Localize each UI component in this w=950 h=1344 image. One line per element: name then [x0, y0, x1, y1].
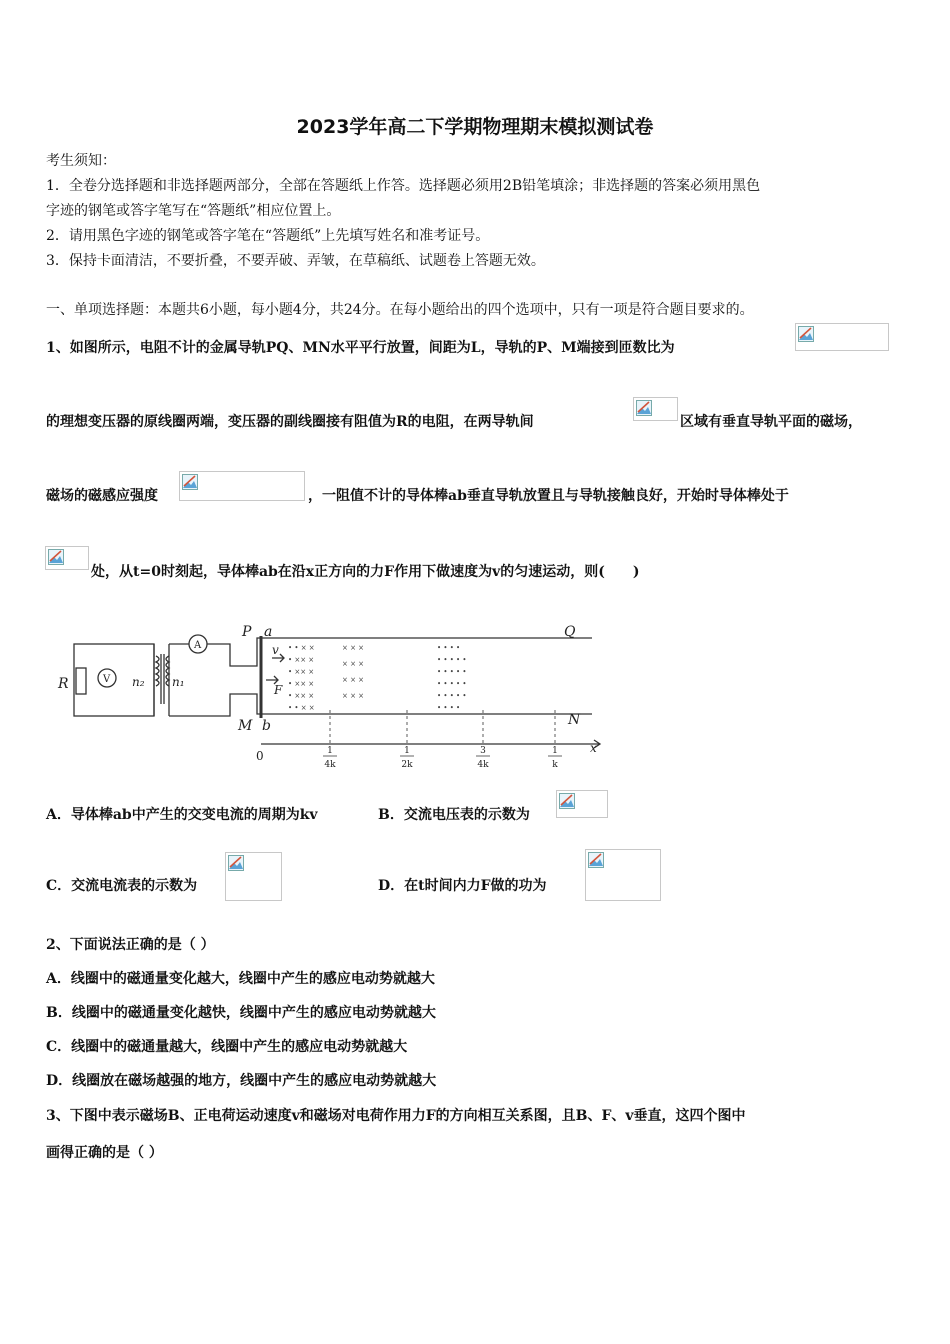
- label-P: P: [242, 624, 252, 640]
- tick-label-1-num: 1: [327, 746, 333, 756]
- q1-line-2b: 区域有垂直导轨平面的磁场，: [680, 414, 862, 430]
- q1-line-4: 处，从t=0时刻起，导体棒ab在沿x正方向的力F作用下做速度为v的匀速运动，则( ): [91, 564, 640, 580]
- svg-text:• ×× ×: • ×× ×: [288, 656, 315, 664]
- broken-image-icon: [588, 852, 604, 868]
- svg-text:• ×× ×: • ×× ×: [288, 680, 315, 688]
- broken-image-icon: [48, 549, 64, 565]
- q1-option-a: A．导体棒ab中产生的交变电流的周期为kv: [46, 807, 318, 823]
- svg-text:• ×× ×: • ×× ×: [288, 692, 315, 700]
- broken-image-icon: [559, 793, 575, 809]
- label-R: R: [58, 676, 69, 692]
- notice-item-3: 3．保持卡面清洁，不要折叠，不要弄破、弄皱，在草稿纸、试题卷上答题无效。: [46, 253, 545, 269]
- notice-item-2: 2．请用黑色字迹的钢笔或答字笔在“答题纸”上先填写姓名和准考证号。: [46, 228, 490, 244]
- formula-image: [633, 397, 678, 421]
- formula-image: [225, 852, 282, 901]
- tick-label-3-den: 4k: [477, 760, 489, 770]
- q1-line-3a: 磁场的磁感应强度: [46, 488, 158, 504]
- formula-image: [45, 546, 89, 570]
- svg-text:× × ×: × × ×: [342, 660, 365, 668]
- svg-text:• • • • •: • • • • •: [437, 692, 467, 700]
- svg-text:• • • • •: • • • • •: [437, 668, 467, 676]
- formula-image: [179, 471, 305, 501]
- page-title: 2023学年高二下学期物理期末模拟测试卷: [296, 116, 654, 138]
- q2-option-a: A．线圈中的磁通量变化越大，线圈中产生的感应电动势就越大: [46, 971, 435, 987]
- circuit-figure: [52, 618, 612, 778]
- label-a: a: [264, 624, 273, 640]
- q2-stem: 2、下面说法正确的是（ ）: [46, 937, 215, 953]
- svg-text:× × ×: × × ×: [342, 676, 365, 684]
- label-N: N: [568, 712, 581, 728]
- q1-option-d: D．在t时间内力F做的功为: [378, 878, 547, 894]
- notice-item-1-line-1: 1．全卷分选择题和非选择题两部分，全部在答题纸上作答。选择题必须用2B铅笔填涂；非选择题的答案必须用黑色: [46, 178, 761, 194]
- q1-option-c: C．交流电流表的示数为: [46, 878, 198, 894]
- broken-image-icon: [228, 855, 244, 871]
- svg-text:• • • •: • • • •: [437, 704, 461, 712]
- q2-option-d: D．线圈放在磁场越强的地方，线圈中产生的感应电动势就越大: [46, 1073, 437, 1089]
- svg-text:• • × ×: • • × ×: [288, 704, 315, 712]
- tick-label-4-num: 1: [552, 746, 558, 756]
- svg-text:• • • • •: • • • • •: [437, 680, 467, 688]
- tick-label-3-num: 3: [480, 746, 486, 756]
- tick-label-1-den: 4k: [324, 760, 336, 770]
- q1-option-b: B．交流电压表的示数为: [378, 807, 530, 823]
- label-v: v: [272, 643, 279, 657]
- formula-image: [556, 790, 608, 818]
- formula-image: [585, 849, 661, 901]
- broken-image-icon: [182, 474, 198, 490]
- q3-line-1: 3、下图中表示磁场B、正电荷运动速度v和磁场对电荷作用力F的方向相互关系图，且B、F、v垂直，这四个图中: [46, 1108, 746, 1124]
- svg-text:• • × ×: • • × ×: [288, 644, 315, 652]
- tick-label-2-den: 2k: [401, 760, 413, 770]
- label-F: F: [274, 683, 283, 697]
- svg-text:• • • • •: • • • • •: [437, 656, 467, 664]
- label-V: V: [103, 674, 111, 685]
- svg-text:• ×× ×: • ×× ×: [288, 668, 315, 676]
- q2-option-b: B．线圈中的磁通量变化越快，线圈中产生的感应电动势就越大: [46, 1005, 436, 1021]
- broken-image-icon: [636, 400, 652, 416]
- tick-label-4-den: k: [552, 760, 558, 770]
- label-n1: n₁: [172, 675, 185, 689]
- formula-image: [795, 323, 889, 351]
- label-Q: Q: [564, 624, 576, 640]
- q3-line-2: 画得正确的是（ ）: [46, 1145, 163, 1161]
- label-n2: n₂: [132, 675, 145, 689]
- q1-line-2a: 的理想变压器的原线圈两端，变压器的副线圈接有阻值为R的电阻，在两导轨间: [46, 414, 534, 430]
- broken-image-icon: [798, 326, 814, 342]
- q1-line-1: 1、如图所示，电阻不计的金属导轨PQ、MN水平平行放置，间距为L，导轨的P、M端接到匝数比为: [46, 340, 675, 356]
- label-b: b: [262, 718, 271, 734]
- section-heading: 一、单项选择题：本题共6小题，每小题4分，共24分。在每小题给出的四个选项中，只有一项是符合题目要求的。: [46, 302, 754, 318]
- q1-line-3b: ，一阻值不计的导体棒ab垂直导轨放置且与导轨接触良好，开始时导体棒处于: [308, 488, 789, 504]
- label-origin: 0: [256, 749, 264, 763]
- tick-label-2-num: 1: [404, 746, 410, 756]
- svg-text:• • • •: • • • •: [437, 644, 461, 652]
- label-A: A: [194, 640, 202, 651]
- q2-option-c: C．线圈中的磁通量越大，线圈中产生的感应电动势就越大: [46, 1039, 408, 1055]
- notice-item-1-line-2: 字迹的钢笔或答字笔写在“答题纸”相应位置上。: [46, 203, 341, 219]
- label-x: x: [590, 741, 597, 755]
- notice-heading: 考生须知：: [46, 153, 116, 169]
- svg-text:× × ×: × × ×: [342, 644, 365, 652]
- label-M: M: [238, 718, 253, 734]
- svg-text:× × ×: × × ×: [342, 692, 365, 700]
